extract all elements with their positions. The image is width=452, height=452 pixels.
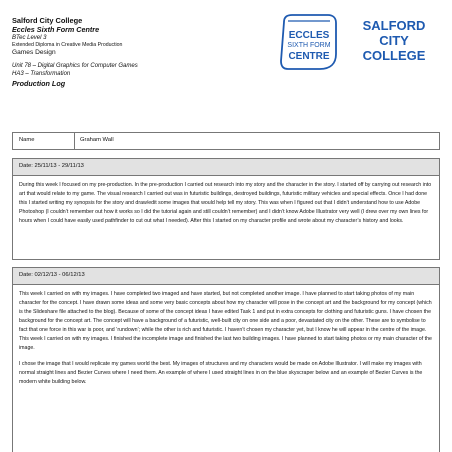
diploma-text: Extended Diploma in Creative Media Production <box>12 42 123 49</box>
level-text: BTec Level 3 <box>12 34 47 41</box>
eccles-logo-line1: ECCLES <box>288 30 330 41</box>
entry-paragraph: During this week I focused on my pre-production. In the pre-production I carried out research into my story and the character in the story. I started off by carrying out research into art that would relate to my game. The visual research I carried out was in futuristic buildings, destroyed buildings, futuristic military vehicles and special effects. Once I had done this I started writing my synopsis for the story and draw/edit some images that would help tell my story. This was when I figured out that I didn’t understand how to use Adobe Photoshop (I couldn’t remember out how it works so I did the tutorial again and still couldn’t remember) and I didn’t know Adobe Illustrator very well (I drew over my own lines for hours when I could have easily used pathfinder to cut out what I needed). After this I started on my character profile and wrote about my character’s history and looks. <box>19 182 432 225</box>
assignment-text: HA3 – Transformation <box>12 71 71 78</box>
eccles-logo-line2: SIXTH FORM <box>287 42 331 49</box>
salford-logo-line3: COLLEGE <box>362 48 426 63</box>
course-text: Games Design <box>12 49 56 57</box>
unit-text: Unit 78 – Digital Graphics for Computer Games <box>12 63 138 70</box>
entry-body <box>13 285 439 387</box>
centre-name: Eccles Sixth Form Centre <box>12 25 100 35</box>
name-row <box>12 132 440 150</box>
entry-date: Date: 25/11/13 - 29/11/13 <box>13 159 439 176</box>
college-name: Salford City College <box>12 16 83 25</box>
entry-paragraph: I chose the image that I would replicate my games world the best. My images of structures and my characters would be made on Adobe Illustrator. I will make my images with normal straight lines and Bezier Curves where I need them. An example of where I used straight lines in on the blue skyscraper below and an example of Bezier Curves is the modern white building below. <box>19 361 423 386</box>
entry-date: Date: 02/12/13 - 06/12/13 <box>13 268 439 285</box>
eccles-logo <box>278 14 338 70</box>
salford-logo-line2: CITY <box>379 33 409 48</box>
entry-body <box>13 176 439 226</box>
salford-logo-line1: SALFORD <box>362 18 426 33</box>
document-header <box>12 16 262 88</box>
name-value: Graham Wall <box>80 137 114 143</box>
name-label: Name <box>13 133 75 149</box>
log-title: Production Log <box>12 78 66 88</box>
log-entry <box>12 158 440 260</box>
log-entry <box>12 267 440 452</box>
eccles-logo-line3: CENTRE <box>288 51 330 62</box>
entry-paragraph: This week I carried on with my images. I have completed two imaged and have started, but not completed another image. I have planned to start taking photos of my main character for the concept. I have drawn some ideas and some very basic concepts about how my character will pose in the concept art and the background for my concept (which is the Slideshare file attached to the blog). Because of some of the concept ideas I have edited Task 1 and put in extra concepts for clothing and futuristic guns. I have chosen the background for the concept art. The concept will have a background of a futuristic, well-built city on one side and a poor, devastated city on the other. These are to symbolise to fact that one force in this war is poor, and ‘rundown’; while the other is rich and futuristic. I haven’t chosen my character yet, but I know he will appear in the centre of the image. This week I carried on with my images. I finished the incomplete image and finished the last two building images. I have planned to start taking photos or my main character of the image. <box>19 291 432 352</box>
salford-logo <box>346 16 442 64</box>
